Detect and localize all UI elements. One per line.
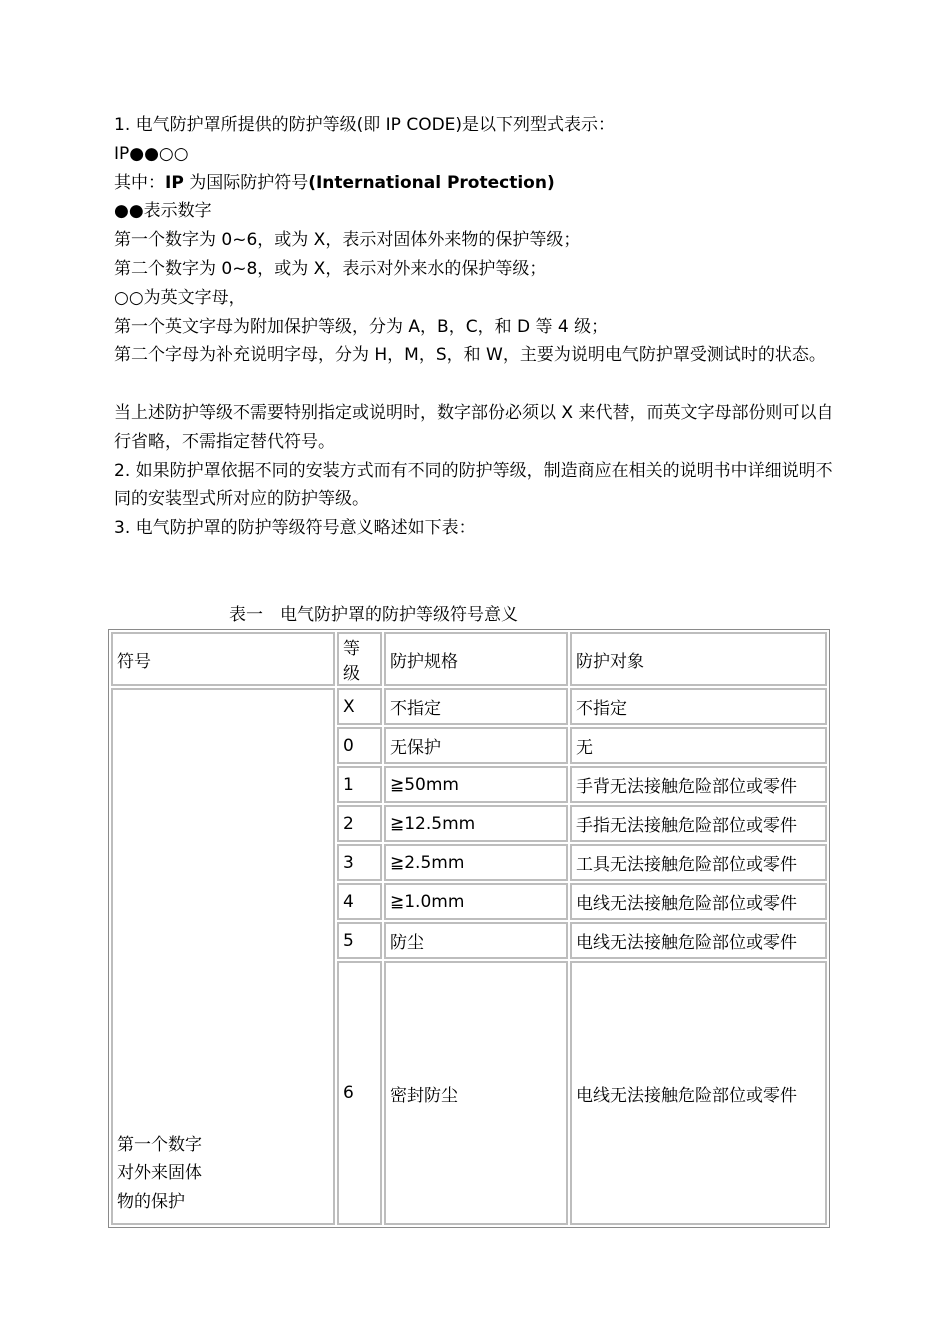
blank-line bbox=[114, 370, 844, 399]
object-cell: 工具无法接触危险部位或零件 bbox=[570, 844, 827, 881]
ip-def-prefix: 其中： bbox=[114, 172, 165, 193]
paragraph-ip-definition bbox=[114, 169, 844, 198]
level-cell: 0 bbox=[337, 727, 382, 764]
object-cell: 无 bbox=[570, 727, 827, 764]
spec-cell: ≧1.0mm bbox=[384, 883, 568, 920]
symbol-line: 物的保护 bbox=[117, 1192, 185, 1213]
paragraph-second-digit: 第二个数字为 0~8，或为 X，表示对外来水的保护等级； bbox=[114, 258, 547, 279]
spec-cell: 无保护 bbox=[384, 727, 568, 764]
spec-cell: ≧12.5mm bbox=[384, 805, 568, 842]
spec-cell: ≧2.5mm bbox=[384, 844, 568, 881]
paragraph-second-letter: 第二个字母为补充说明字母，分为 H，M，S，和 W，主要为说明电气防护罩受测试时的状态。 bbox=[114, 345, 826, 366]
paragraph-x-substitution: 当上述防护等级不需要特别指定或说明时，数字部份必须以 X 来代替，而英文字母部份则可以自行省略，不需指定替代符号。 bbox=[114, 402, 834, 452]
header-level: 等级 bbox=[337, 632, 382, 686]
ip-protection-table bbox=[108, 629, 830, 1228]
paragraph-first-letter: 第一个英文字母为附加保护等级，分为 A，B，C，和 D 等 4 级； bbox=[114, 316, 609, 337]
level-cell: 5 bbox=[337, 922, 382, 959]
object-cell: 电线无法接触危险部位或零件 bbox=[570, 961, 827, 1225]
level-cell: 4 bbox=[337, 883, 382, 920]
spec-cell: ≧50mm bbox=[384, 766, 568, 803]
table-caption: 表一 电气防护罩的防护等级符号意义 bbox=[229, 605, 518, 625]
level-cell: 1 bbox=[337, 766, 382, 803]
header-spec: 防护规格 bbox=[384, 632, 568, 686]
object-cell: 手背无法接触危险部位或零件 bbox=[570, 766, 827, 803]
object-cell: 手指无法接触危险部位或零件 bbox=[570, 805, 827, 842]
paragraph-digits: ●●表示数字 bbox=[114, 201, 212, 222]
symbol-line: 第一个数字 bbox=[117, 1134, 202, 1155]
object-cell: 不指定 bbox=[570, 688, 827, 725]
header-object: 防护对象 bbox=[570, 632, 827, 686]
ip-def-ip: IP bbox=[165, 172, 184, 193]
object-cell: 电线无法接触危险部位或零件 bbox=[570, 922, 827, 959]
ip-def-english: (International Protection) bbox=[308, 172, 555, 193]
symbol-cell bbox=[111, 688, 335, 1225]
spec-cell: 不指定 bbox=[384, 688, 568, 725]
spec-cell: 密封防尘 bbox=[384, 961, 568, 1225]
level-cell: 3 bbox=[337, 844, 382, 881]
paragraph-ip-pattern: IP●●○○ bbox=[114, 143, 189, 164]
table-row bbox=[111, 688, 827, 725]
ip-def-middle: 为国际防护符号 bbox=[183, 172, 309, 193]
paragraph-first-digit: 第一个数字为 0~6，或为 X，表示对固体外来物的保护等级； bbox=[114, 230, 581, 251]
level-cell: 6 bbox=[337, 961, 382, 1225]
header-symbol: 符号 bbox=[111, 632, 335, 686]
paragraph-letters: ○○为英文字母， bbox=[114, 287, 246, 308]
object-cell: 电线无法接触危险部位或零件 bbox=[570, 883, 827, 920]
level-cell: 2 bbox=[337, 805, 382, 842]
table-header-row bbox=[111, 632, 827, 686]
level-cell: X bbox=[337, 688, 382, 725]
paragraph-ip-code-intro: 1. 电气防护罩所提供的防护等级(即 IP CODE)是以下列型式表示： bbox=[114, 115, 616, 135]
spec-cell: 防尘 bbox=[384, 922, 568, 959]
symbol-line: 对外来固体 bbox=[117, 1163, 202, 1184]
paragraph-installation: 2. 如果防护罩依据不同的安装方式而有不同的防护等级，制造商应在相关的说明书中详细说明不同的安装型式所对应的防护等级。 bbox=[114, 460, 833, 510]
paragraph-table-intro: 3. 电气防护罩的防护等级符号意义略述如下表： bbox=[114, 518, 476, 539]
document-body bbox=[114, 111, 844, 543]
